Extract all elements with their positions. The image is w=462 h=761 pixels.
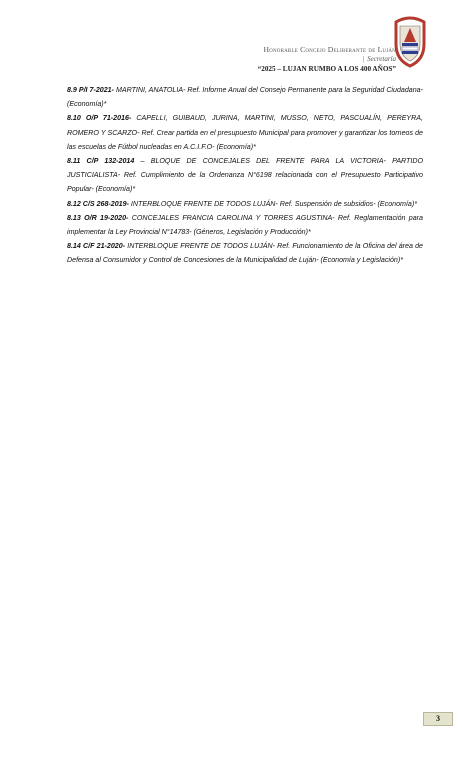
- agenda-item: [67, 197, 423, 211]
- slogan: “2025 – LUJAN RUMBO A LOS 400 AÑOS”: [257, 65, 396, 73]
- secretaria-label: Secretaría: [367, 55, 396, 63]
- agenda-item: [67, 83, 423, 111]
- item-number: 8.10: [67, 114, 81, 123]
- agenda-item: [67, 239, 423, 267]
- item-text: – BLOQUE DE CONCEJALES DEL FRENTE PARA LA VICTORIA- PARTIDO JUSTICIALISTA- Ref. Cumplimiento de la Ordenanza N°6198 relacionada con el Presupuesto Participativo Popular- (Economía)*: [67, 157, 423, 194]
- item-number: 8.14: [67, 242, 81, 251]
- item-number: 8.11: [67, 157, 81, 166]
- item-code: C/P 132-2014: [86, 157, 135, 166]
- agenda-item: [67, 154, 423, 197]
- item-number: 8.12: [67, 199, 81, 208]
- item-text: CAPELLI, GUIBAUD, JURINA, MARTINI, MUSSO, NETO, PASCUALÍN, PEREYRA, ROMERO Y SCARZO- Ref. Crear partida en el presupuesto Municipal para promover y garantizar los torneos de las escuelas de Fútbol nucleadas en A.C.I.F.O- (Economía)*: [67, 114, 423, 151]
- item-code: O/R 19-2020-: [84, 213, 129, 222]
- page-header: [0, 0, 462, 80]
- item-code: C/S 268-2019-: [82, 199, 129, 208]
- council-seal-icon: [392, 14, 428, 68]
- item-text: INTERBLOQUE FRENTE DE TODOS LUJÁN- Ref. Funcionamiento de la Oficina del área de Defensa al Consumidor y Control de Concesiones de la Municipalidad de Luján- (Economía y Legislación)*: [67, 242, 424, 265]
- organization-name: Honorable Concejo Deliberante de Luján: [263, 45, 396, 54]
- item-code: C/F 21-2020-: [83, 242, 126, 251]
- item-text: MARTINI, ANATOLIA- Ref. Informe Anual del Consejo Permanente para la Seguridad Ciudadana- (Economía)*: [67, 86, 423, 109]
- item-text: CONCEJALES FRANCIA CAROLINA Y TORRES AGUSTINA- Ref. Reglamentación para implementar la Ley Provincial N°14783- (Géneros, Legislación y Producción)*: [67, 213, 423, 237]
- agenda-item: [67, 211, 423, 239]
- item-number: 8.9: [67, 86, 77, 94]
- page-number: 3: [423, 712, 453, 726]
- agenda-items: [67, 83, 423, 268]
- item-code: O/P 71-2016-: [85, 114, 132, 123]
- item-code: P/I 7-2021-: [78, 86, 114, 94]
- item-text: INTERBLOQUE FRENTE DE TODOS LUJÁN- Ref. Suspensión de subsidios- (Economía)*: [128, 199, 417, 208]
- item-number: 8.13: [67, 213, 81, 222]
- subtitle-separator: |: [362, 55, 365, 63]
- agenda-item: [67, 111, 423, 154]
